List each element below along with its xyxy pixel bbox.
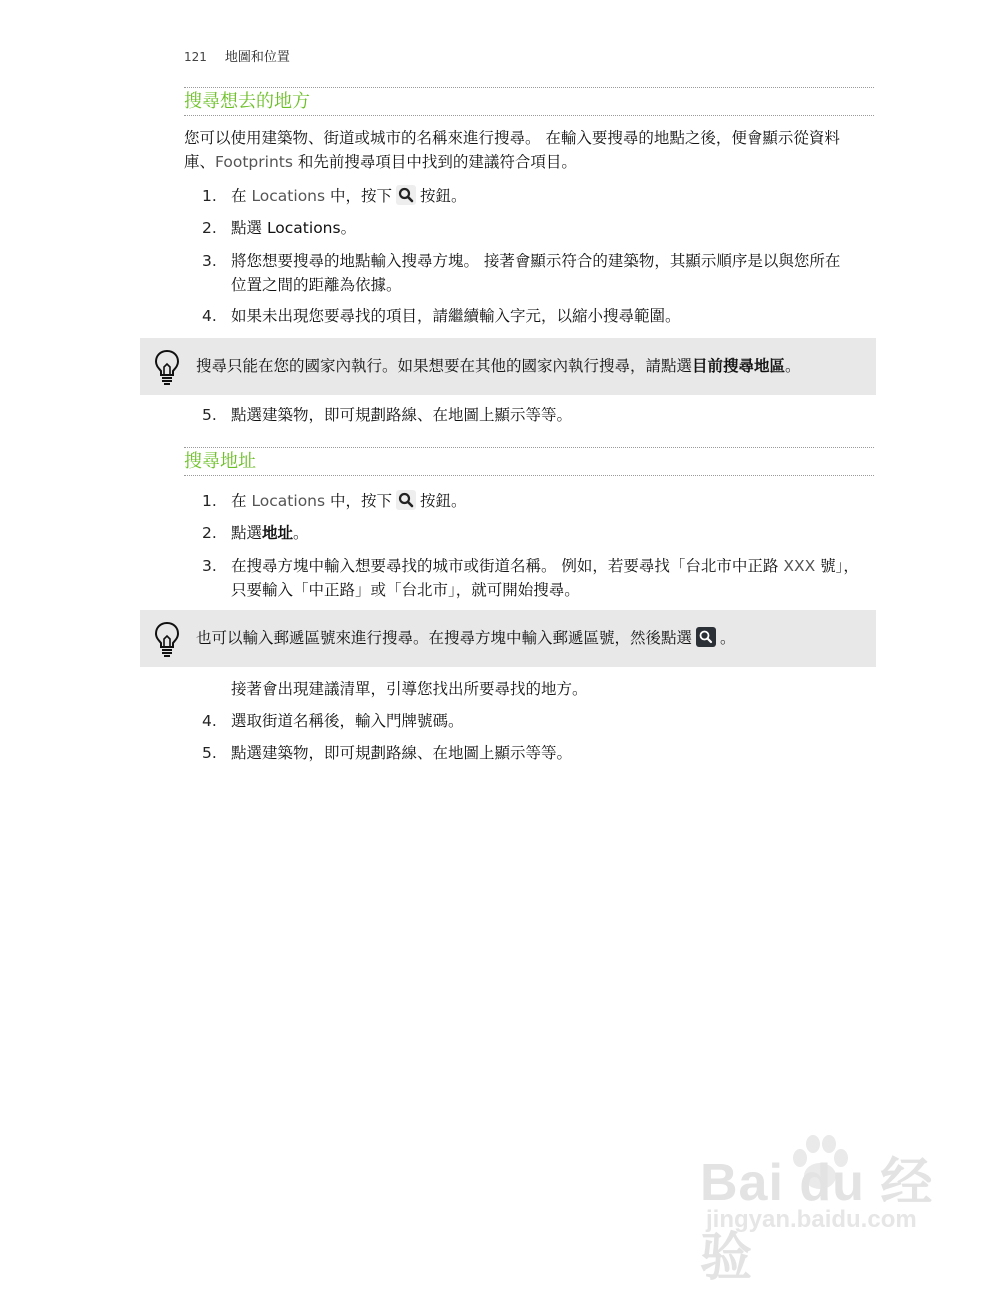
- step-text: 在: [231, 187, 252, 205]
- step-text: 將您想要搜尋的地點輸入搜尋方塊。 接著會顯示符合的建築物，其顯示順序是以與您所在: [231, 252, 841, 270]
- step-1: [184, 489, 874, 513]
- placeholder-number: XXX: [783, 557, 816, 575]
- step-5: [184, 741, 874, 765]
- watermark-url: jingyan.baidu.com: [706, 1206, 917, 1233]
- step-number: 4.: [202, 307, 217, 325]
- step-3: [184, 554, 874, 602]
- tip-text-part: 。: [785, 357, 801, 375]
- tip-box: [140, 610, 876, 667]
- step-number: 5.: [202, 744, 217, 762]
- app-name: Locations: [251, 492, 326, 510]
- step-text: 在: [231, 492, 252, 510]
- section-title-search-place: 搜尋想去的地方: [184, 87, 874, 116]
- step-number: 4.: [202, 712, 217, 730]
- step-number: 5.: [202, 406, 217, 424]
- step-text: 位置之間的距離為依據。: [231, 276, 402, 294]
- step-number: 2.: [202, 219, 217, 237]
- footprints-label: Footprints: [215, 153, 293, 171]
- step-3: [184, 249, 874, 297]
- current-search-region-label: 目前搜尋地區: [692, 357, 786, 375]
- step-text: 如果未出現您要尋找的項目，請繼續輸入字元，以縮小搜尋範圍。: [231, 307, 681, 325]
- page-number: 121: [184, 50, 207, 64]
- step-text: 在搜尋方塊中輸入想要尋找的城市或街道名稱。 例如，若要尋找「台北市中正路: [231, 557, 784, 575]
- step-number: 1.: [202, 492, 217, 510]
- app-name: Locations: [266, 219, 341, 237]
- step-text: 中，按下: [325, 492, 393, 510]
- search-icon: [396, 490, 416, 510]
- after-tip-text: [184, 677, 874, 701]
- intro-line-1: 您可以使用建築物、街道或城市的名稱來進行搜尋。 在輸入要搜尋的地點之後，便會顯示從資料: [184, 129, 840, 147]
- step-text: 按鈕。: [420, 187, 467, 205]
- tip-text-part: 也可以輸入郵遞區號來進行搜尋。在搜尋方塊中輸入郵遞區號，然後點選: [196, 629, 693, 647]
- step-text: 點選建築物，即可規劃路線、在地圖上顯示等等。: [231, 406, 573, 424]
- intro-paragraph: [184, 126, 874, 174]
- intro-text: 和先前搜尋項目中找到的建議符合項目。: [292, 153, 577, 171]
- lightbulb-icon: [154, 349, 180, 389]
- app-name: Locations: [251, 187, 326, 205]
- tip-text: [196, 338, 801, 395]
- tip-text-part: 。: [720, 629, 736, 647]
- tip-box: [140, 338, 876, 395]
- step-text: 中，按下: [325, 187, 393, 205]
- step-text: 。: [340, 219, 357, 237]
- tip-text: [196, 610, 736, 667]
- search-icon: [396, 185, 416, 205]
- step-4: [184, 709, 874, 733]
- step-1: [184, 184, 874, 208]
- step-text: 只要輸入「中正路」或「台北市」，就可開始搜尋。: [231, 581, 580, 599]
- step-text: 號」，: [815, 557, 859, 575]
- step-text: 點選: [231, 219, 267, 237]
- step-text: 接著會出現建議清單，引導您找出所要尋找的地方。: [231, 680, 588, 698]
- step-text: 。: [293, 524, 309, 542]
- baidu-watermark: [700, 1130, 935, 1287]
- tip-text-part: 搜尋只能在您的國家內執行。如果想要在其他的國家內執行搜尋，請點選: [196, 357, 693, 375]
- step-number: 3.: [202, 557, 217, 575]
- intro-line-2: [184, 150, 874, 174]
- page-header: [184, 46, 290, 65]
- step-number: 3.: [202, 252, 217, 270]
- step-2: [184, 521, 874, 545]
- step-text: 點選: [231, 524, 263, 542]
- search-icon: [696, 627, 716, 647]
- address-label: 地址: [262, 524, 294, 542]
- step-text: 點選建築物，即可規劃路線、在地圖上顯示等等。: [231, 744, 573, 762]
- step-2: [184, 216, 874, 240]
- step-5: [184, 403, 874, 427]
- step-number: 1.: [202, 187, 217, 205]
- step-text: 選取街道名稱後，輸入門牌號碼。: [231, 712, 464, 730]
- watermark-brand: Bai du 经验: [700, 1154, 934, 1287]
- section-title-search-address: 搜尋地址: [184, 447, 874, 476]
- step-number: 2.: [202, 524, 217, 542]
- lightbulb-icon: [154, 621, 180, 661]
- step-text: 按鈕。: [420, 492, 467, 510]
- step-4: [184, 304, 874, 328]
- intro-text: 庫、: [184, 153, 216, 171]
- chapter-title: 地圖和位置: [224, 50, 290, 65]
